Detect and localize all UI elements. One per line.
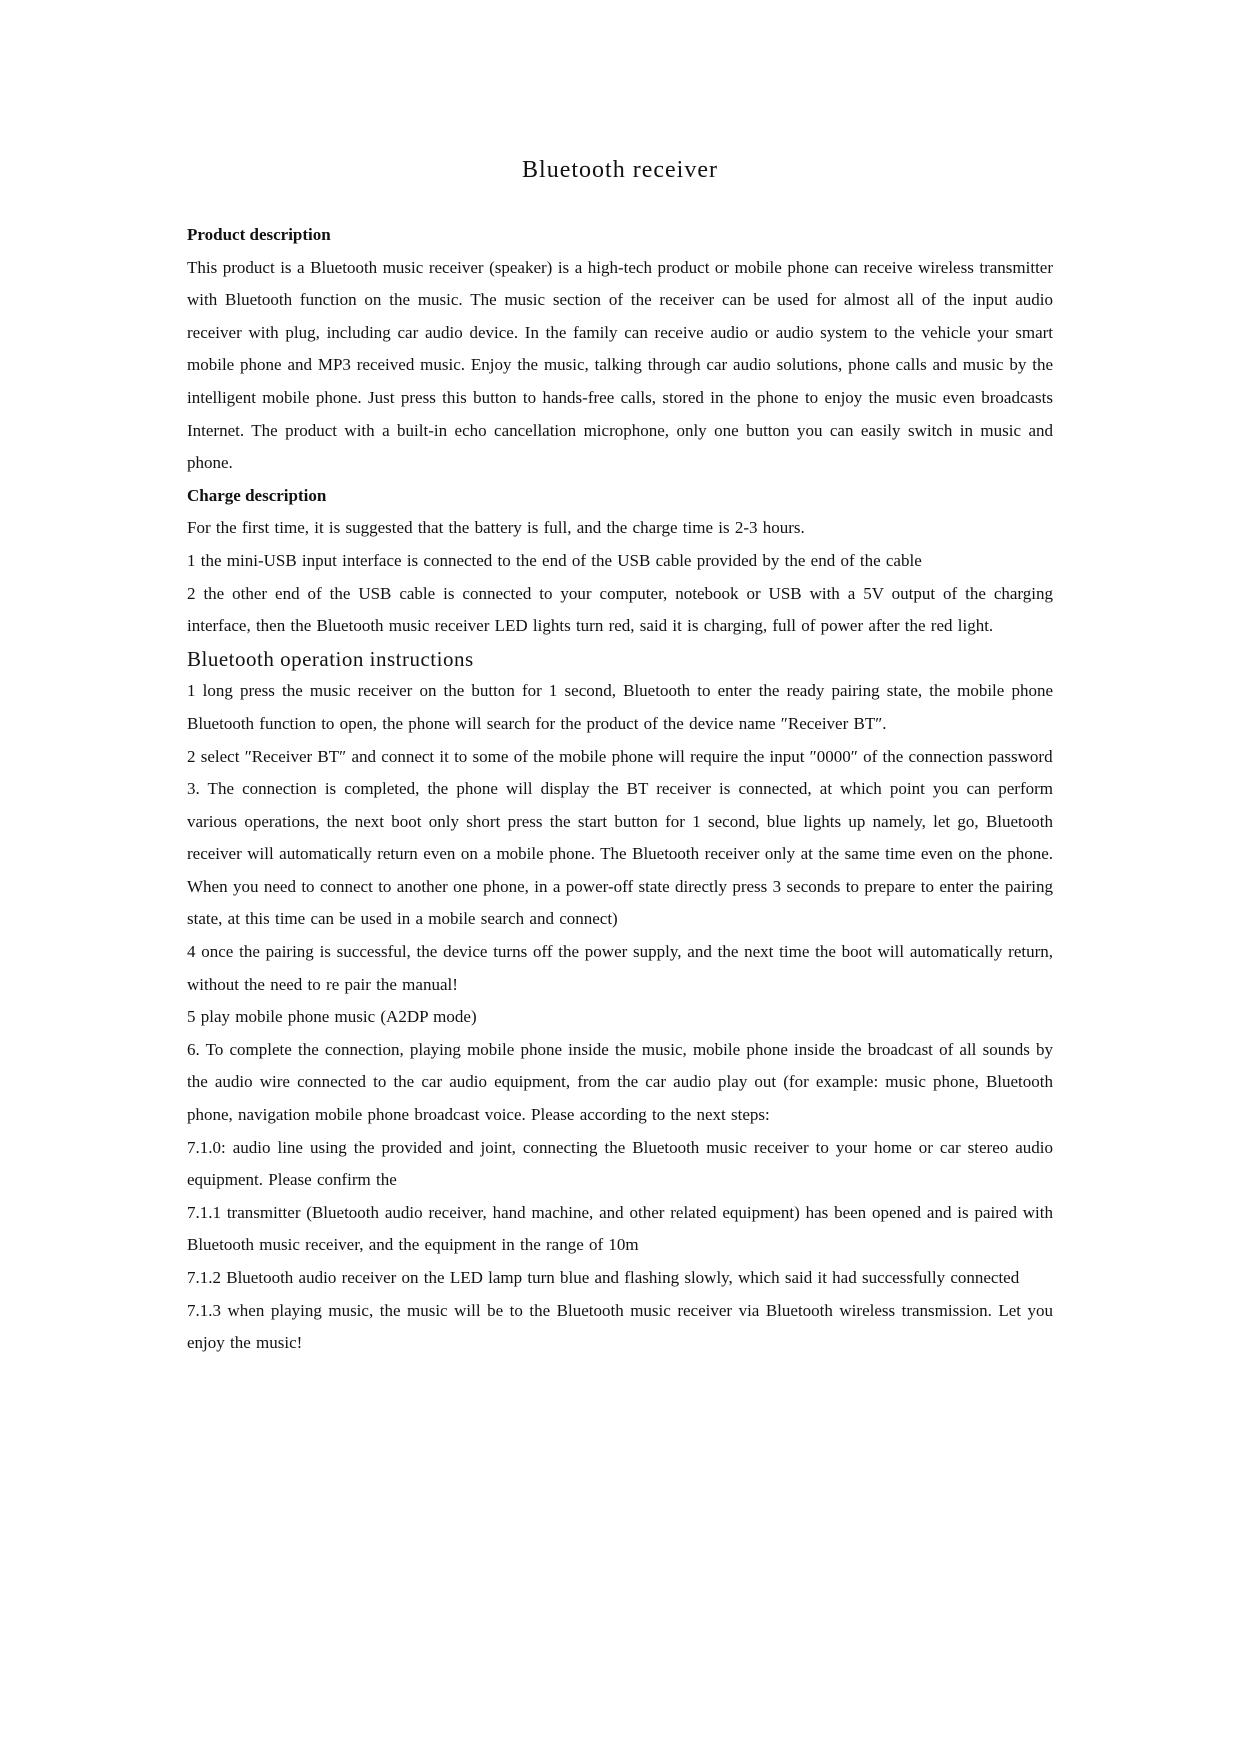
paragraph: For the first time, it is suggested that the battery is full, and the charge time is 2-3 hours.: [187, 518, 805, 538]
section-bluetooth-operation: [187, 643, 1053, 1360]
section-heading: Product description: [187, 225, 331, 244]
paragraph: 7.1.3 when playing music, the music will be to the Bluetooth music receiver via Bluetooth wireless transmission. Let you enjoy the music!: [187, 1300, 1053, 1353]
paragraph: 1 the mini-USB input interface is connected to the end of the USB cable provided by the end of the cable: [187, 550, 922, 570]
paragraph: 7.1.1 transmitter (Bluetooth audio receiver, hand machine, and other related equipment) has been opened and is paired with Bluetooth music receiver, and the equipment in the range of 10m: [187, 1202, 1053, 1255]
section-heading: Bluetooth operation instructions: [187, 646, 474, 671]
paragraph: 1 long press the music receiver on the button for 1 second, Bluetooth to enter the ready pairing state, the mobile phone Bluetooth function to open, the phone will search for the product of the device name ″Receiver BT″.: [187, 681, 1053, 733]
document-body: [187, 219, 1053, 1360]
paragraph: 3. The connection is completed, the phone will display the BT receiver is connected, at which point you can perform various operations, the next boot only short press the start button for 1 second, blue lights up namely, let go, Bluetooth receiver will automatically return even on a mobile phone. The Bluetooth receiver only at the same time even on the phone. When you need to connect to another one phone, in a power-off state directly press 3 seconds to prepare to enter the pairing state, at this time can be used in a mobile search and connect): [187, 779, 1053, 929]
paragraph: 7.1.0: audio line using the provided and joint, connecting the Bluetooth music receiver to your home or car stereo audio equipment. Please confirm the: [187, 1137, 1053, 1190]
section-product-description: [187, 219, 1053, 480]
section-heading: Charge description: [187, 485, 327, 505]
paragraph: 6. To complete the connection, playing mobile phone inside the music, mobile phone inside the broadcast of all sounds by the audio wire connected to the car audio equipment, from the car audio play out (for example: music phone, Bluetooth phone, navigation mobile phone broadcast voice. Please according to the next steps:: [187, 1039, 1053, 1125]
paragraph: 4 once the pairing is successful, the device turns off the power supply, and the next time the boot will automatically return, without the need to re pair the manual!: [187, 942, 1053, 994]
paragraph: This product is a Bluetooth music receiver (speaker) is a high-tech product or mobile phone can receive wireless transmitter with Bluetooth function on the music. The music section of the receiver can be used for almost all of the input audio receiver with plug, including car audio device. In the family can receive audio or audio system to the vehicle your smart mobile phone and MP3 received music. Enjoy the music, talking through car audio solutions, phone calls and music by the intelligent mobile phone. Just press this button to hands-free calls, stored in the phone to enjoy the music even broadcasts Internet. The product with a built-in echo cancellation microphone, only one button you can easily switch in music and phone.: [187, 257, 1053, 473]
paragraph: 2 select ″Receiver BT″ and connect it to some of the mobile phone will require the input ″0000″ of the connection password: [187, 746, 1053, 766]
paragraph: 2 the other end of the USB cable is connected to your computer, notebook or USB with a 5V output of the charging interface, then the Bluetooth music receiver LED lights turn red, said it is charging, full of power after the red light.: [187, 583, 1053, 636]
document-title: Bluetooth receiver: [522, 157, 718, 183]
section-charge-description: [187, 480, 1053, 643]
paragraph: 5 play mobile phone music (A2DP mode): [187, 1007, 477, 1027]
paragraph: 7.1.2 Bluetooth audio receiver on the LED lamp turn blue and flashing slowly, which said it had successfully connected: [187, 1268, 1020, 1287]
